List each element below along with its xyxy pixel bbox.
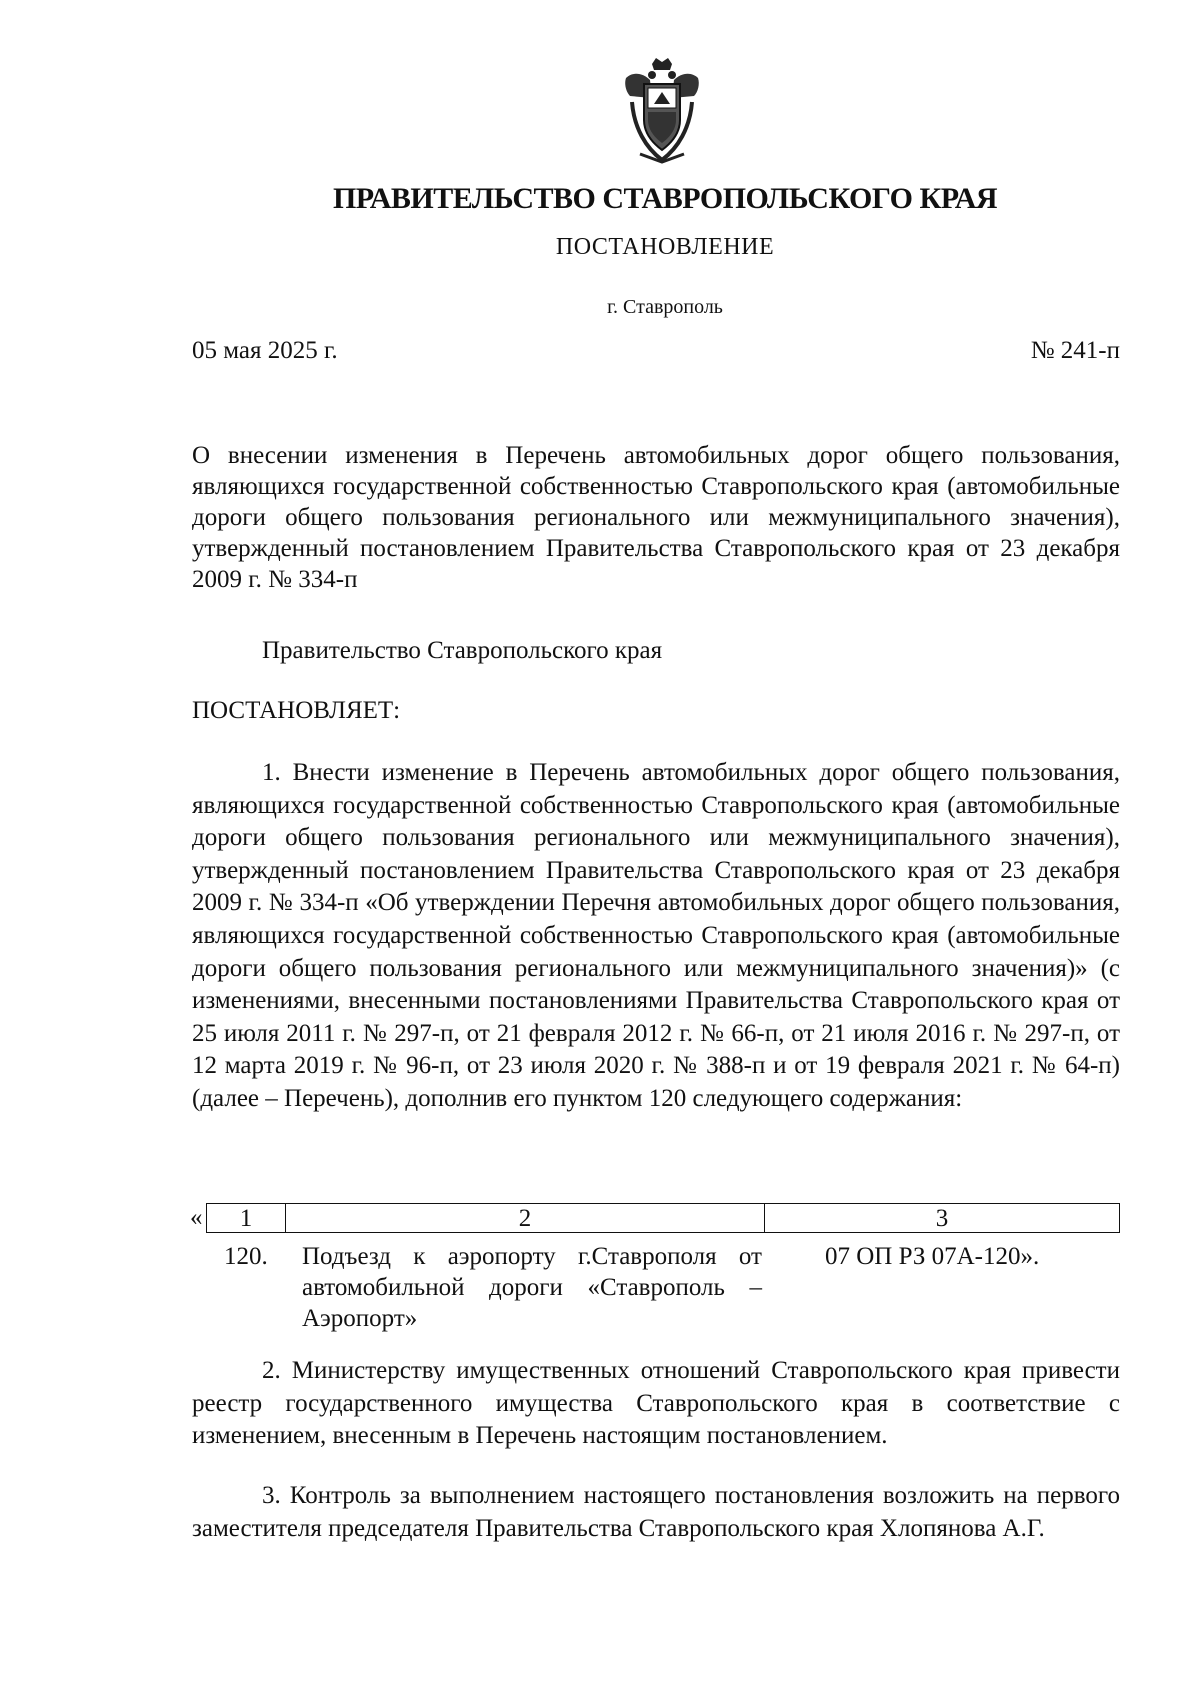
paragraph-2: 2. Министерству имущественных отношений Ставропольского края привести реестр государственного имущества Ставропольского края в соответствие с изменением, внесенным в Перечень настоящим постановлением. [192, 1357, 1120, 1450]
preamble-government: Правительство Ставропольского края [262, 637, 663, 664]
table-row-road-name: Подъезд к аэропорту г.Ставрополя от автомобильной дороги «Ставрополь – Аэропорт» [302, 1243, 762, 1332]
table-header [206, 1203, 1120, 1233]
government-title: ПРАВИТЕЛЬСТВО СТАВРОПОЛЬСКОГО КРАЯ [332, 182, 998, 215]
paragraph-3: 3. Контроль за выполнением настоящего постановления возложить на первого заместителя председателя Правительства Ставропольского края Хлопянова А.Г. [192, 1482, 1120, 1542]
document-number: № 241-п [1030, 337, 1120, 364]
document-subject: О внесении изменения в Перечень автомобильных дорог общего пользования, являющихся государственной собственностью Ставропольского края (автомобильные дороги общего пользования регионального или межмуниципального значения), утвержденный постановлением Правительства Ставропольского края от 23 декабря 2009 г. № 334-п [192, 442, 1120, 593]
preamble-resolves: ПОСТАНОВЛЯЕТ: [192, 697, 401, 724]
table-row-number: 120. [224, 1243, 268, 1270]
paragraph-1: 1. Внести изменение в Перечень автомобильных дорог общего пользования, являющихся государственной собственностью Ставропольского края (автомобильные дороги общего пользования регионального или межмуниципального значения), утвержденный постановлением Правительства Ставропольского края от 23 декабря 2009 г. № 334-п «Об утверждении Перечня автомобильных дорог общего пользования, являющихся государственной собственностью Ставропольского края (автомобильные дороги общего пользования регионального или межмуниципального значения)» (с изменениями, внесенными постановлениями Правительства Ставропольского края от 25 июля 2011 г. № 297-п, от 21 февраля 2012 г. № 66-п, от 21 июля 2016 г. № 297-п, от 12 марта 2019 г. № 96-п, от 23 июля 2020 г. № 388-п и от 19 февраля 2021 г. № 64-п) (далее – Перечень), дополнив его пунктом 120 следующего содержания: [192, 759, 1120, 1112]
table-header-col-2: 2 [286, 1204, 765, 1233]
document-date: 05 мая 2025 г. [192, 337, 338, 364]
table-row-road-code: 07 ОП РЗ 07А-120». [825, 1243, 1040, 1270]
table-header-col-3: 3 [765, 1204, 1120, 1233]
table-header-col-1: 1 [207, 1204, 286, 1233]
table-open-quote: « [190, 1204, 203, 1231]
city: г. Ставрополь [607, 296, 723, 318]
document-type: ПОСТАНОВЛЕНИЕ [555, 234, 775, 260]
stavropol-coat-of-arms-icon [622, 58, 702, 164]
